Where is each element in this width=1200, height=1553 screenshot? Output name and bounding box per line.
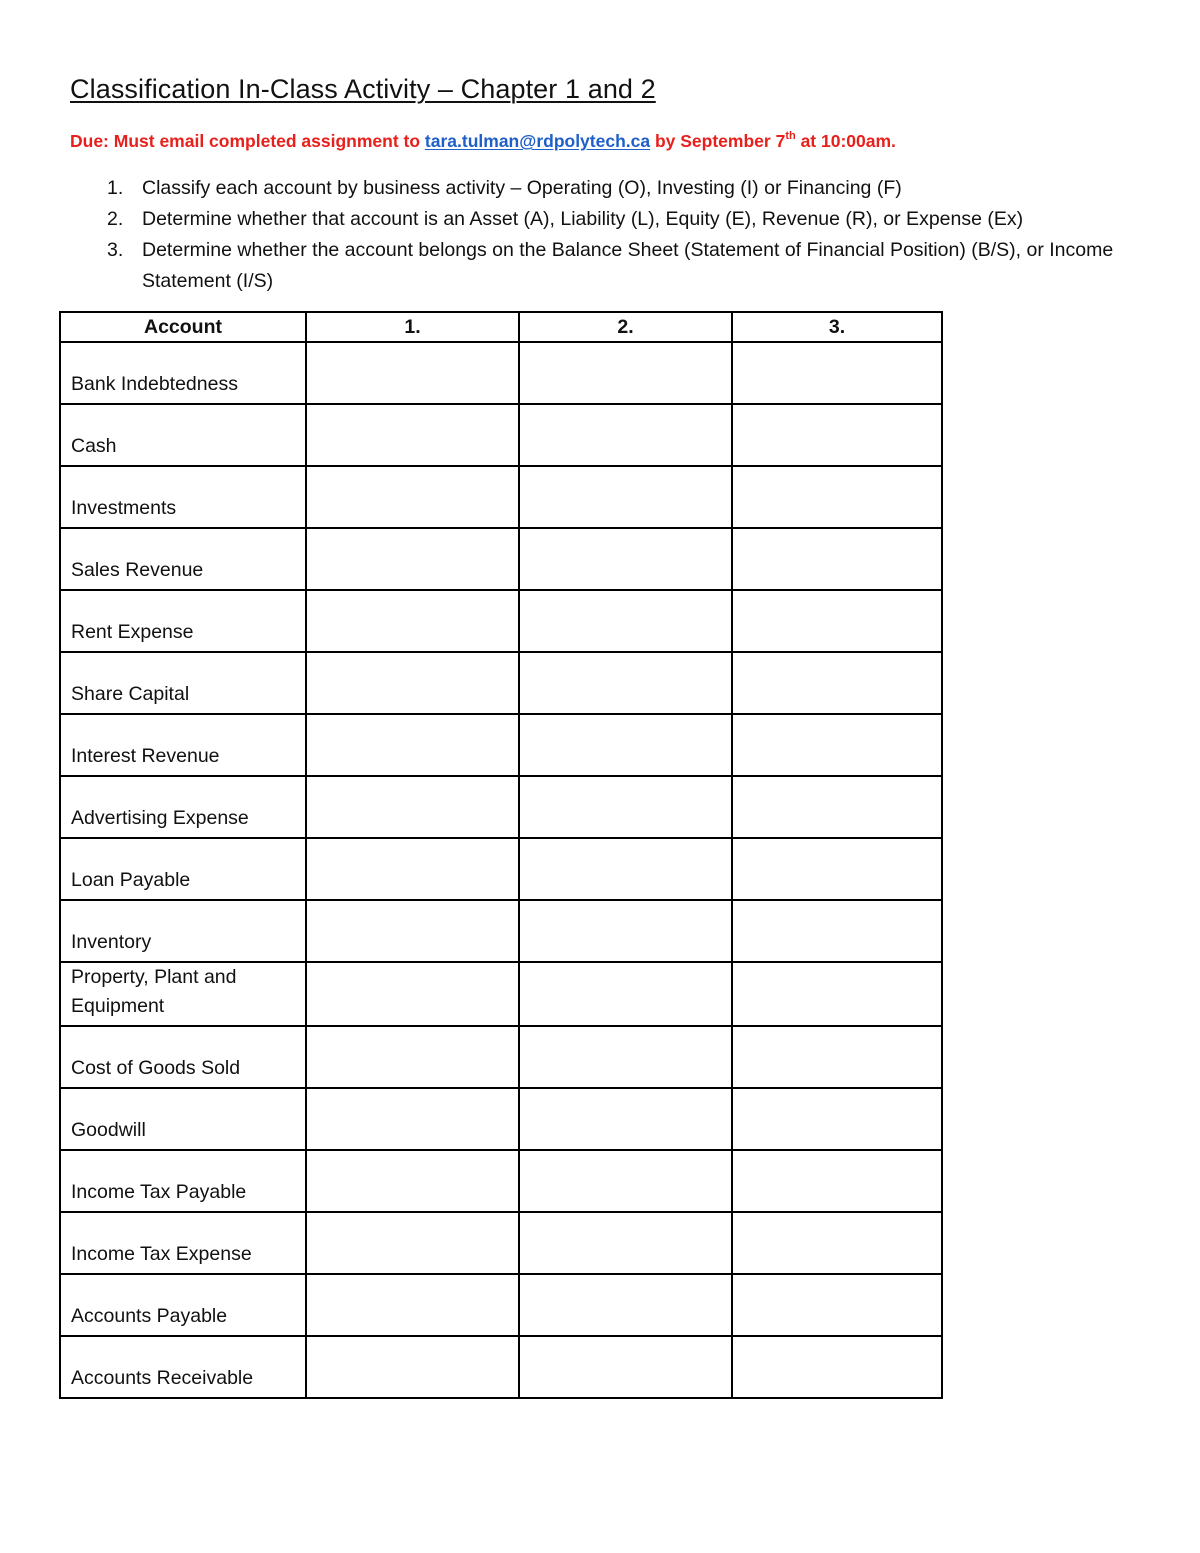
answer-cell-3[interactable]: [732, 1336, 942, 1398]
table-row: [60, 1274, 942, 1336]
answer-cell-2[interactable]: [519, 1150, 732, 1212]
instruction-item: [107, 173, 1117, 204]
table-row: [60, 652, 942, 714]
answer-cell-1[interactable]: [306, 962, 519, 1026]
answer-cell-3[interactable]: [732, 1150, 942, 1212]
answer-cell-2[interactable]: [519, 1212, 732, 1274]
account-name-cell: Loan Payable: [60, 838, 306, 900]
account-name-cell: Cash: [60, 404, 306, 466]
header-col-2: 2.: [519, 312, 732, 342]
answer-cell-3[interactable]: [732, 1026, 942, 1088]
answer-cell-1[interactable]: [306, 714, 519, 776]
instruction-number: 1.: [107, 177, 124, 199]
account-name-cell: Interest Revenue: [60, 714, 306, 776]
instruction-text: Determine whether that account is an Asset (A), Liability (L), Equity (E), Revenue (R), or Expense (Ex): [142, 208, 1024, 230]
account-name-cell: Share Capital: [60, 652, 306, 714]
due-notice: [70, 131, 896, 152]
account-name-cell: Property, Plant and Equipment: [60, 962, 306, 1026]
account-name-cell: Cost of Goods Sold: [60, 1026, 306, 1088]
account-name-cell: Rent Expense: [60, 590, 306, 652]
answer-cell-1[interactable]: [306, 528, 519, 590]
answer-cell-3[interactable]: [732, 466, 942, 528]
answer-cell-3[interactable]: [732, 900, 942, 962]
table-row: [60, 1212, 942, 1274]
table-row: [60, 342, 942, 404]
account-name-cell: Inventory: [60, 900, 306, 962]
answer-cell-1[interactable]: [306, 900, 519, 962]
due-prefix: Due: Must email completed assignment to: [70, 131, 425, 151]
instruction-number: 3.: [107, 239, 124, 261]
answer-cell-1[interactable]: [306, 1336, 519, 1398]
header-col-1: 1.: [306, 312, 519, 342]
answer-cell-2[interactable]: [519, 652, 732, 714]
answer-cell-3[interactable]: [732, 1274, 942, 1336]
answer-cell-3[interactable]: [732, 714, 942, 776]
classification-table: [59, 311, 943, 1399]
instruction-text: Determine whether the account belongs on the Balance Sheet (Statement of Financial Position) (B/S), or Income Statement (I/S): [142, 239, 1114, 292]
table-row: [60, 1088, 942, 1150]
table-body: [60, 342, 942, 1398]
answer-cell-3[interactable]: [732, 1212, 942, 1274]
account-name-cell: Bank Indebtedness: [60, 342, 306, 404]
account-name-cell: Accounts Receivable: [60, 1336, 306, 1398]
answer-cell-2[interactable]: [519, 1026, 732, 1088]
answer-cell-1[interactable]: [306, 342, 519, 404]
table-row: [60, 1150, 942, 1212]
answer-cell-2[interactable]: [519, 776, 732, 838]
answer-cell-3[interactable]: [732, 652, 942, 714]
answer-cell-2[interactable]: [519, 1336, 732, 1398]
due-superscript: th: [785, 130, 796, 143]
answer-cell-3[interactable]: [732, 590, 942, 652]
instruction-item: [107, 204, 1117, 235]
table-row: [60, 776, 942, 838]
table-row: [60, 900, 942, 962]
email-link[interactable]: tara.tulman@rdpolytech.ca: [424, 131, 651, 151]
answer-cell-2[interactable]: [519, 1088, 732, 1150]
account-name-cell: Accounts Payable: [60, 1274, 306, 1336]
answer-cell-2[interactable]: [519, 404, 732, 466]
answer-cell-1[interactable]: [306, 652, 519, 714]
answer-cell-3[interactable]: [732, 838, 942, 900]
answer-cell-1[interactable]: [306, 1150, 519, 1212]
answer-cell-3[interactable]: [732, 776, 942, 838]
answer-cell-3[interactable]: [732, 528, 942, 590]
due-suffix: at 10:00am.: [795, 131, 896, 151]
answer-cell-1[interactable]: [306, 838, 519, 900]
account-name-cell: Sales Revenue: [60, 528, 306, 590]
answer-cell-1[interactable]: [306, 590, 519, 652]
instruction-number: 2.: [107, 208, 124, 230]
table-row: [60, 590, 942, 652]
table-row: [60, 1026, 942, 1088]
answer-cell-1[interactable]: [306, 1274, 519, 1336]
answer-cell-2[interactable]: [519, 590, 732, 652]
due-middle: by September 7: [650, 131, 786, 151]
answer-cell-3[interactable]: [732, 1088, 942, 1150]
answer-cell-1[interactable]: [306, 1212, 519, 1274]
answer-cell-1[interactable]: [306, 776, 519, 838]
account-name-cell: Advertising Expense: [60, 776, 306, 838]
header-account: Account: [60, 312, 306, 342]
answer-cell-2[interactable]: [519, 714, 732, 776]
account-name-cell: Goodwill: [60, 1088, 306, 1150]
answer-cell-2[interactable]: [519, 342, 732, 404]
answer-cell-2[interactable]: [519, 528, 732, 590]
instruction-item: [107, 235, 1117, 297]
table-row: [60, 1336, 942, 1398]
account-name-cell: Income Tax Payable: [60, 1150, 306, 1212]
table-row: [60, 466, 942, 528]
table-header-row: [60, 312, 942, 342]
answer-cell-3[interactable]: [732, 962, 942, 1026]
table-row: [60, 962, 942, 1026]
answer-cell-1[interactable]: [306, 466, 519, 528]
instruction-text: Classify each account by business activity – Operating (O), Investing (I) or Financing (F): [142, 177, 902, 199]
answer-cell-3[interactable]: [732, 342, 942, 404]
instruction-list: [107, 173, 1117, 297]
table-row: [60, 714, 942, 776]
answer-cell-2[interactable]: [519, 466, 732, 528]
table-row: [60, 404, 942, 466]
account-name-cell: Investments: [60, 466, 306, 528]
answer-cell-2[interactable]: [519, 838, 732, 900]
answer-cell-2[interactable]: [519, 1274, 732, 1336]
answer-cell-1[interactable]: [306, 1026, 519, 1088]
answer-cell-2[interactable]: [519, 900, 732, 962]
answer-cell-2[interactable]: [519, 962, 732, 1026]
page-title: Classification In-Class Activity – Chapter 1 and 2: [70, 74, 656, 104]
answer-cell-1[interactable]: [306, 1088, 519, 1150]
answer-cell-3[interactable]: [732, 404, 942, 466]
table-row: [60, 838, 942, 900]
header-col-3: 3.: [732, 312, 942, 342]
table-row: [60, 528, 942, 590]
answer-cell-1[interactable]: [306, 404, 519, 466]
account-name-cell: Income Tax Expense: [60, 1212, 306, 1274]
